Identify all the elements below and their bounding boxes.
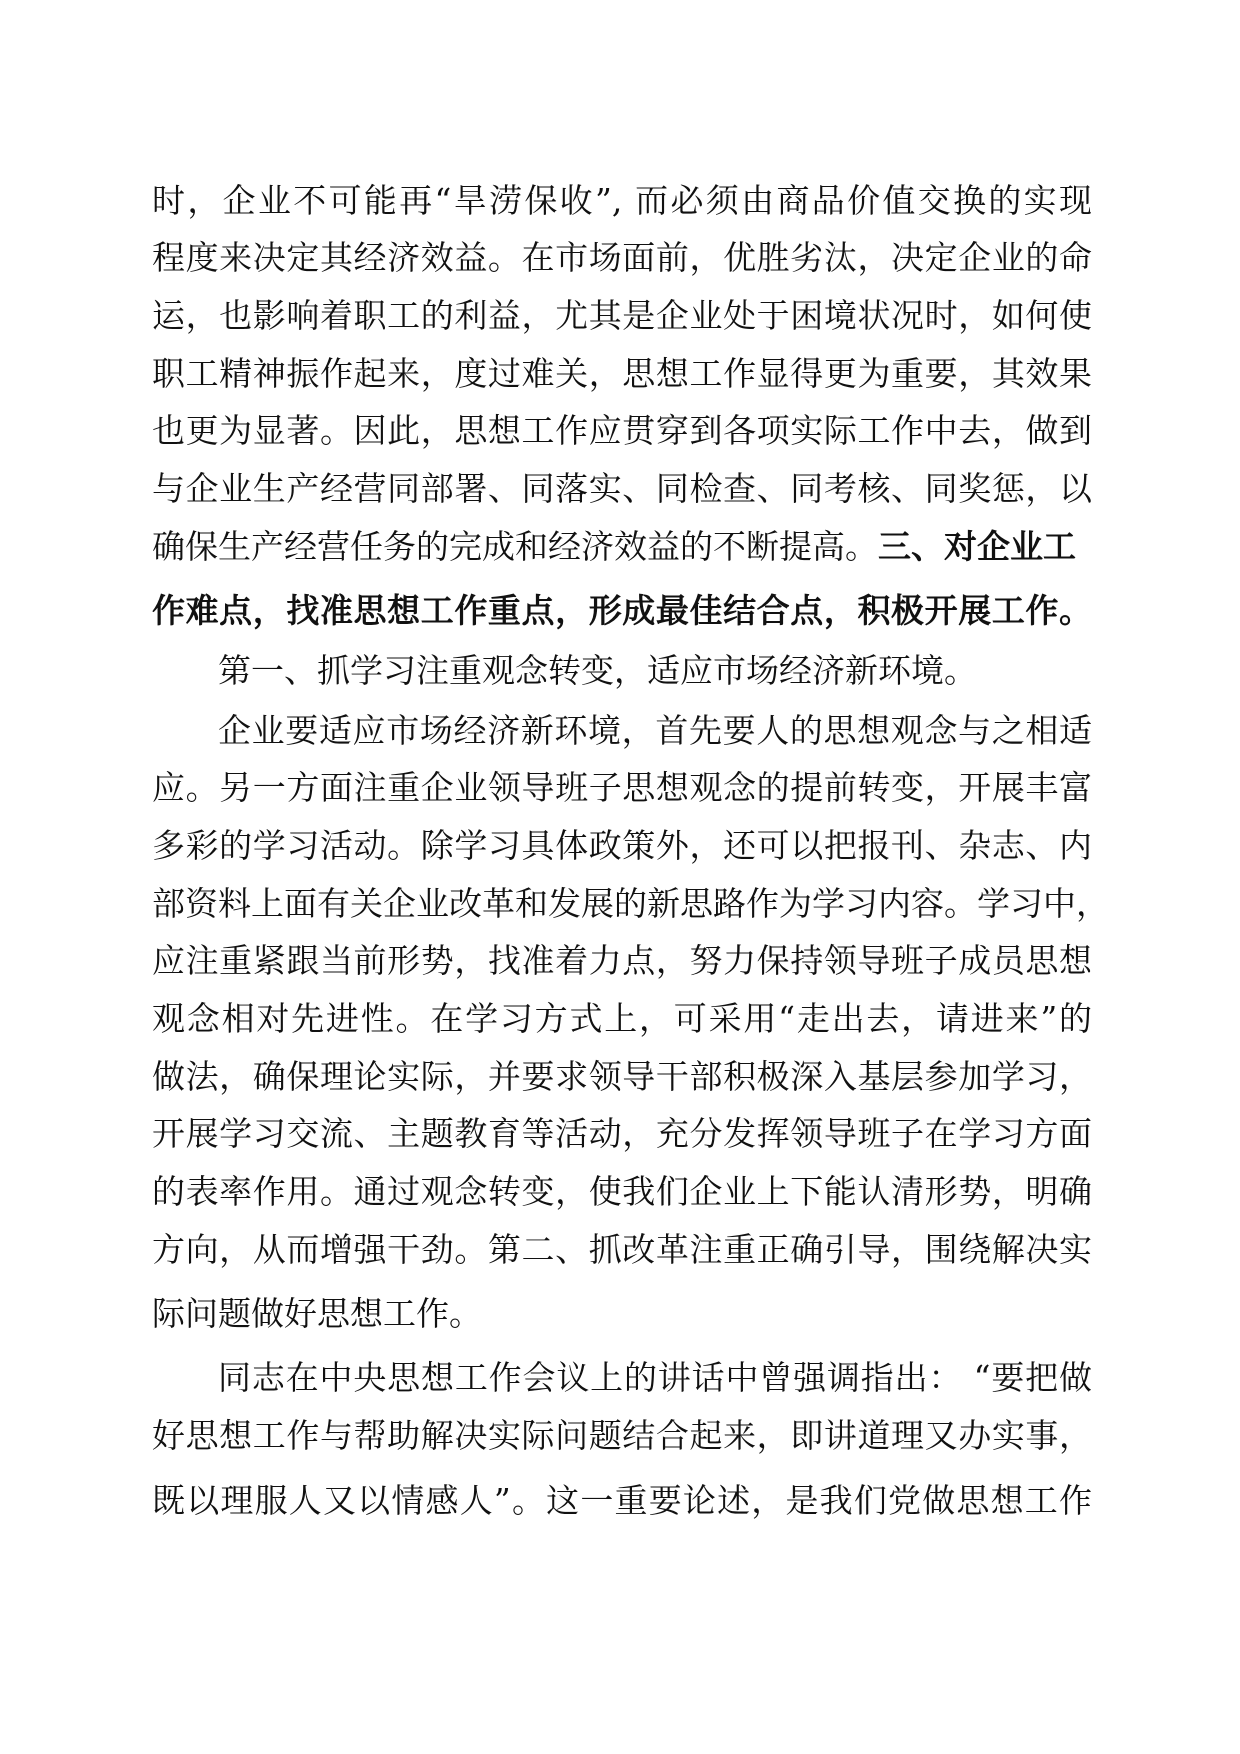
paragraph-line: 确保生产经营任务的完成和经济效益的不断提高。 <box>152 527 878 566</box>
paragraph-line: 与企业生产经营同部署、同落实、同检查、同考核、同奖惩，以 <box>152 469 1092 508</box>
paragraph-line: 方向，从而增强干劲。第二、抓改革注重正确引导，围绕解决实 <box>152 1230 1092 1269</box>
paragraph-line: 时，企业不可能再“旱涝保收”, 而必须由商品价值交换的实现 <box>152 181 1092 220</box>
paragraph-line: 应。另一方面注重企业领导班子思想观念的提前转变，开展丰富 <box>152 768 1092 807</box>
paragraph-line: 职工精神振作起来，度过难关，思想工作显得更为重要，其效果 <box>152 354 1092 393</box>
paragraph-line: 也更为显著。因此，思想工作应贯穿到各项实际工作中去，做到 <box>152 411 1092 450</box>
paragraph-line: 开展学习交流、主题教育等活动，充分发挥领导班子在学习方面 <box>152 1114 1092 1153</box>
section-heading: 作难点，找准思想工作重点，形成最佳结合点，积极开展工作。 <box>152 591 1092 630</box>
paragraph-line-with-heading <box>152 521 1092 573</box>
subheading: 第一、抓学习注重观念转变，适应市场经济新环境。 <box>218 651 977 690</box>
section-heading-start: 三、对企业工 <box>878 527 1076 566</box>
paragraph-line: 的表率作用。通过观念转变，使我们企业上下能认清形势，明确 <box>152 1172 1092 1211</box>
paragraph-line: 做法，确保理论实际，并要求领导干部积极深入基层参加学习， <box>152 1057 1092 1096</box>
paragraph-line: 同志在中央思想工作会议上的讲话中曾强调指出： “要把做 <box>218 1358 1092 1397</box>
paragraph-line: 运，也影响着职工的利益，尤其是企业处于困境状况时，如何使 <box>152 296 1092 335</box>
paragraph-line: 程度来决定其经济效益。在市场面前，优胜劣汰，决定企业的命 <box>152 238 1092 277</box>
paragraph-line: 企业要适应市场经济新环境，首先要人的思想观念与之相适 <box>218 711 1092 750</box>
paragraph-line: 际问题做好思想工作。 <box>152 1294 482 1333</box>
paragraph-line: 应注重紧跟当前形势，找准着力点，努力保持领导班子成员思想 <box>152 941 1092 980</box>
paragraph-line: 既以理服人又以情感人”。这一重要论述，是我们党做思想工作 <box>152 1481 1092 1520</box>
paragraph-line: 部资料上面有关企业改革和发展的新思路作为学习内容。学习中， <box>152 884 1109 923</box>
paragraph-line: 好思想工作与帮助解决实际问题结合起来，即讲道理又办实事， <box>152 1416 1092 1455</box>
paragraph-line: 多彩的学习活动。除学习具体政策外，还可以把报刊、杂志、内 <box>152 826 1092 865</box>
paragraph-line: 观念相对先进性。在学习方式上，可采用“走出去，请进来”的 <box>152 999 1092 1038</box>
